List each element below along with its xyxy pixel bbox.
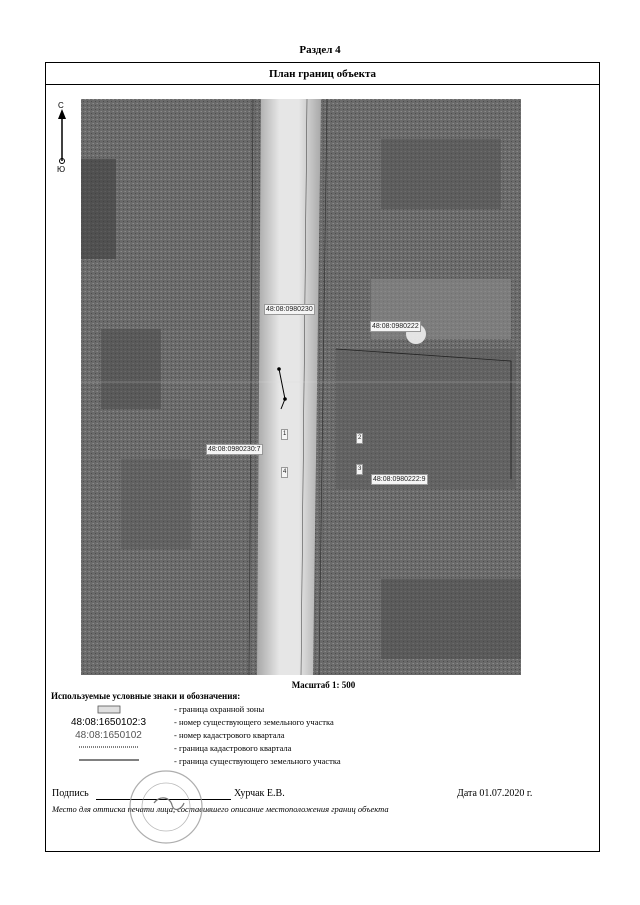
map-label-point: 4 [281, 467, 288, 478]
signer-name: Хурчак Е.В. [234, 788, 285, 799]
legend-item [46, 717, 601, 729]
quarter-number-sample: 48:08:1650102 [75, 730, 142, 741]
map-imagery [81, 99, 521, 675]
compass-north-label: С [58, 101, 64, 110]
map-label-parcel: 48:08:0980222:9 [373, 476, 426, 483]
legend-item [46, 704, 601, 716]
legend-desc: - граница кадастрового квартала [174, 743, 292, 753]
signature-label: Подпись [52, 788, 89, 799]
legend-item [46, 730, 601, 742]
legend-desc: - граница охранной зоны [174, 704, 265, 714]
map-label-quarter: 48:08:0980230 [266, 306, 313, 313]
map-scale: Масштаб 1: 500 [291, 680, 356, 690]
signature-date: Дата 01.07.2020 г. [457, 788, 533, 799]
protection-zone-symbol-icon [46, 704, 171, 716]
compass-icon [52, 101, 72, 181]
map-label-point: 3 [356, 464, 363, 475]
stamp-seal-icon [126, 767, 206, 847]
legend-desc: - граница существующего земельного участка [174, 756, 341, 766]
legend-desc: - номер кадастрового квартала [174, 730, 285, 740]
map-label-point: 2 [356, 433, 363, 444]
map-label-parcel: 48:08:0980222 [372, 323, 419, 330]
parcel-boundary-symbol-icon [46, 756, 171, 766]
map-label-point: 1 [281, 429, 288, 440]
legend-title: Используемые условные знаки и обозначения: [51, 691, 241, 701]
compass-south-label: Ю [57, 165, 66, 174]
map-label-parcel: 48:08:0980230:7 [208, 446, 261, 453]
plan-title: План границ объекта [46, 63, 599, 85]
section-title: Раздел 4 [299, 44, 341, 56]
legend-item [46, 743, 601, 755]
plan-frame [45, 62, 600, 852]
legend-desc: - номер существующего земельного участка [174, 717, 334, 727]
quarter-boundary-symbol-icon [46, 743, 171, 753]
stamp-place-note: Место для оттиска печати лица, составившего описание местоположения границ объекта [52, 804, 389, 814]
parcel-number-sample: 48:08:1650102:3 [70, 717, 147, 728]
satellite-map [81, 99, 521, 675]
